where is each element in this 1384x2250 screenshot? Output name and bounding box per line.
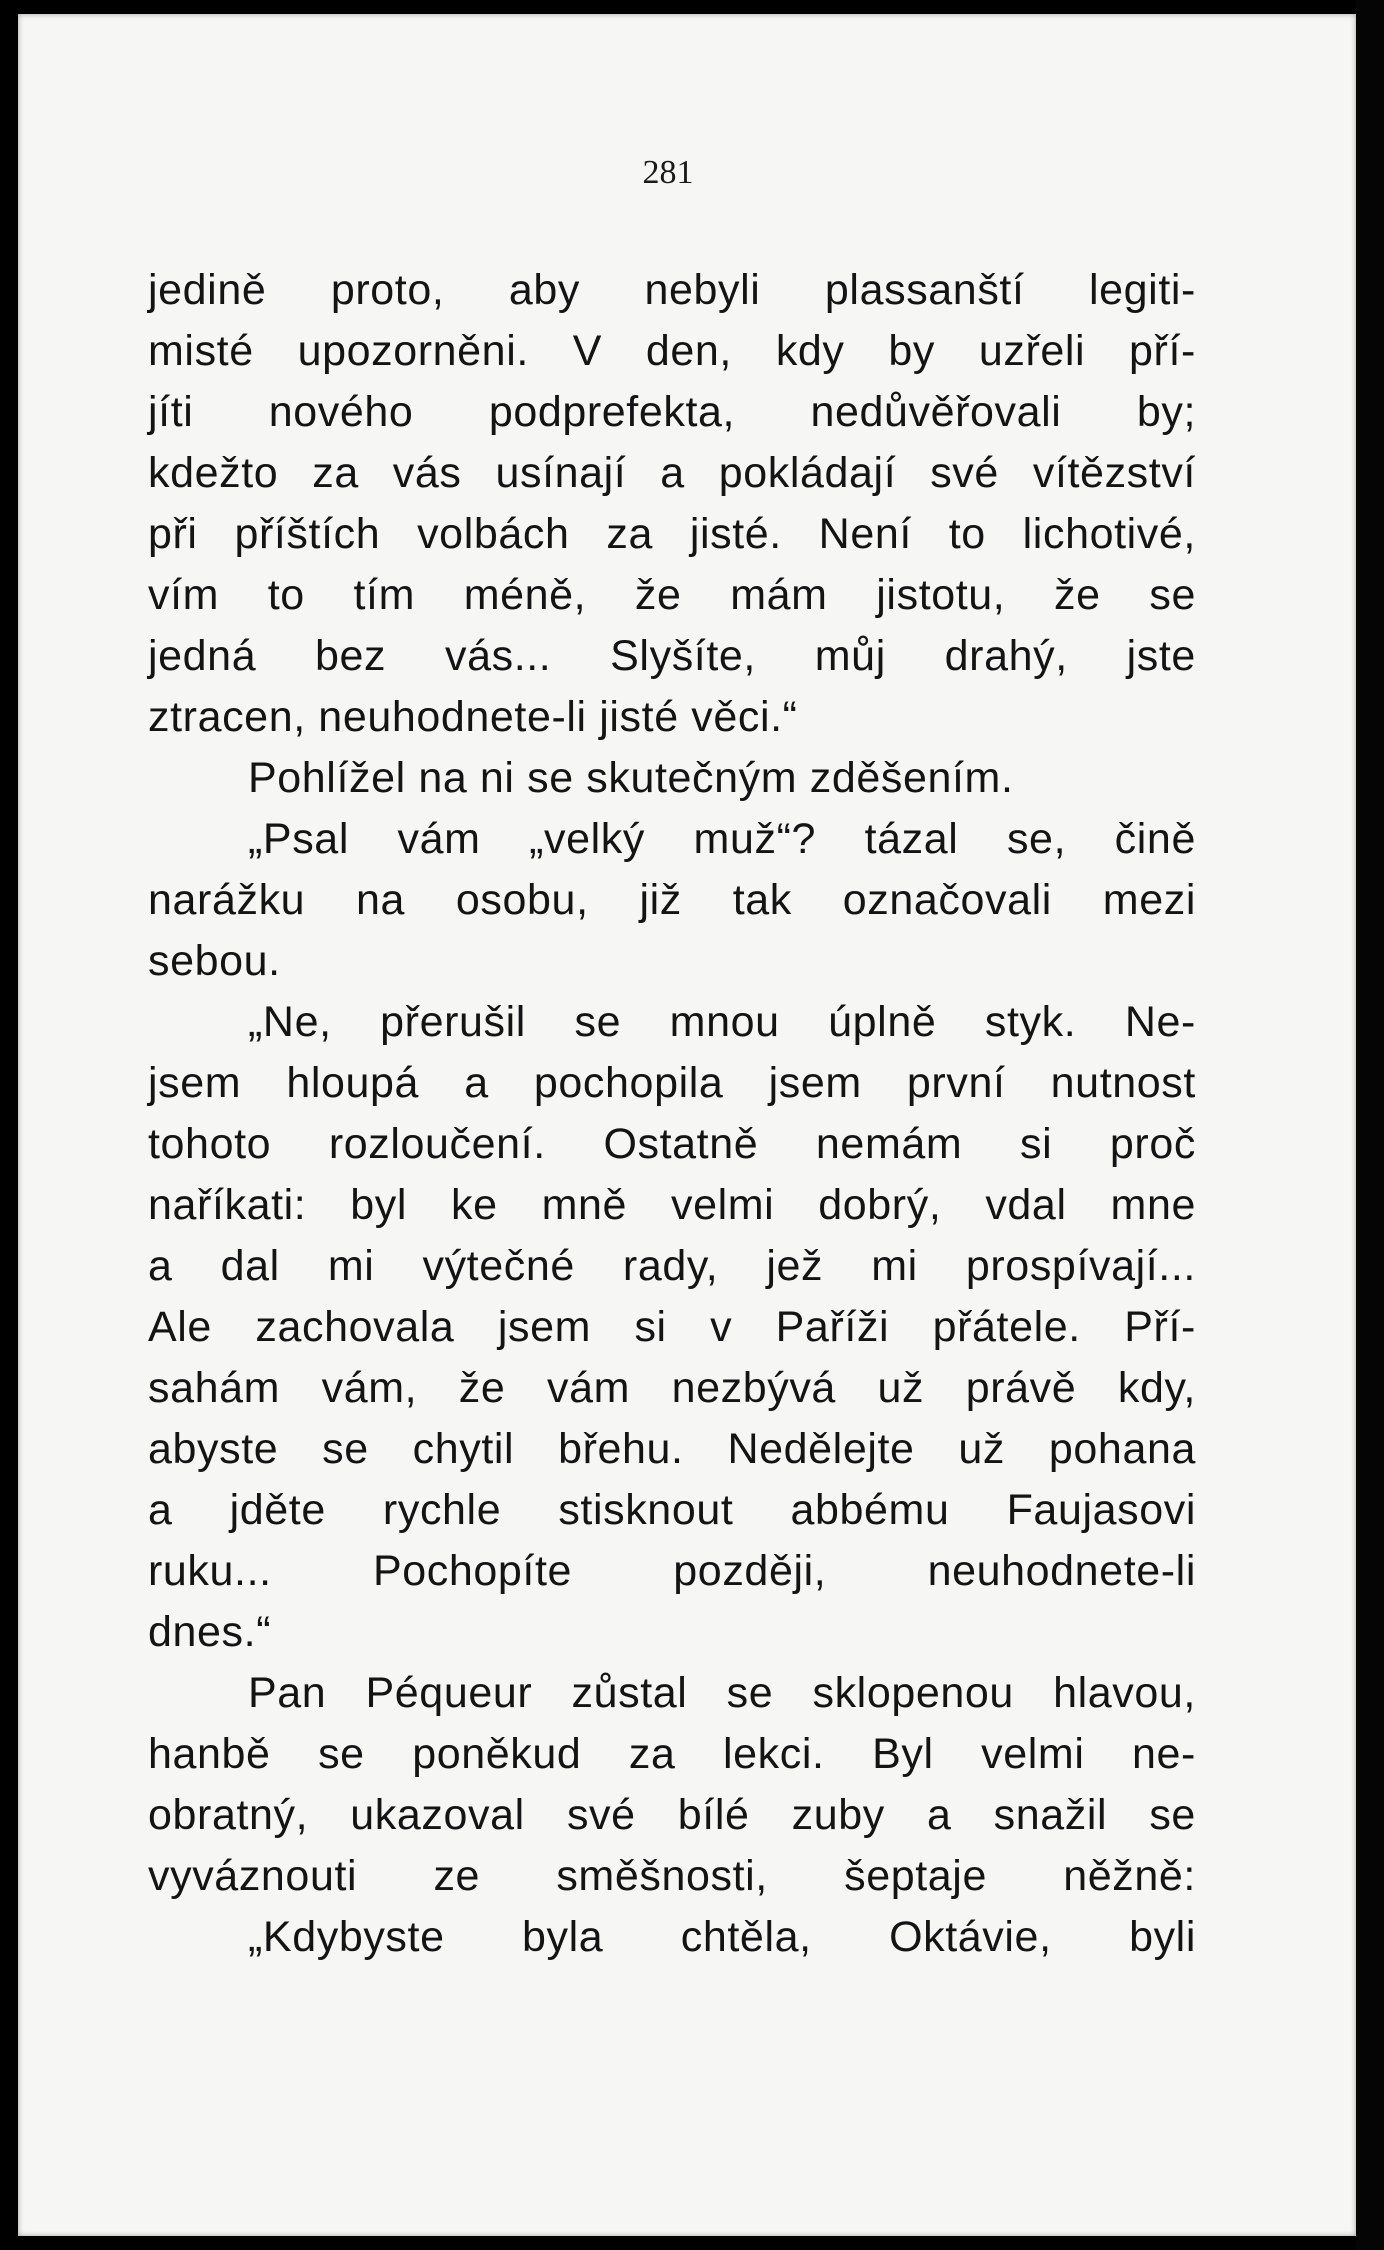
text-line: obratný, ukazoval své bílé zuby a snažil se — [148, 1791, 1196, 1839]
text-line: jíti nového podprefekta, nedůvěřovali by; — [148, 388, 1196, 436]
text-line: Ale zachovala jsem si v Paříži přátele. Pří- — [148, 1303, 1196, 1351]
text-line: a jděte rychle stisknout abbému Faujasovi — [148, 1486, 1196, 1534]
text-line: naříkati: byl ke mně velmi dobrý, vdal mne — [148, 1181, 1196, 1229]
text-line: dnes.“ — [148, 1608, 272, 1656]
text-line: jedině proto, aby nebyli plassanští legiti- — [148, 266, 1196, 314]
text-line: vím to tím méně, že mám jistotu, že se — [148, 571, 1196, 619]
text-line: „Psal vám „velký muž“? tázal se, čině — [248, 815, 1196, 863]
text-line: tohoto rozloučení. Ostatně nemám si proč — [148, 1120, 1196, 1168]
text-line: při příštích volbách za jisté. Není to lichotivé, — [148, 510, 1196, 558]
text-line: abyste se chytil břehu. Nedělejte už pohana — [148, 1425, 1196, 1473]
text-line: jsem hloupá a pochopila jsem první nutnost — [148, 1059, 1196, 1107]
text-line: a dal mi výtečné rady, jež mi prospívají... — [148, 1242, 1196, 1290]
text-line: „Kdybyste byla chtěla, Oktávie, byli — [248, 1913, 1196, 1961]
text-line: misté upozorněni. V den, kdy by uzřeli pří- — [148, 327, 1196, 375]
text-line: kdežto za vás usínají a pokládají své vítězství — [148, 449, 1196, 497]
text-line: Pohlížel na ni se skutečným zděšením. — [248, 754, 1014, 802]
text-line: vyváznouti ze směšnosti, šeptaje něžně: — [148, 1852, 1196, 1900]
book-page — [18, 14, 1356, 2236]
text-line: ztracen, neuhodnete-li jisté věci.“ — [148, 693, 798, 741]
scan-edge — [1356, 0, 1384, 2250]
text-line: jedná bez vás... Slyšíte, můj drahý, jste — [148, 632, 1196, 680]
text-line: sahám vám, že vám nezbývá už právě kdy, — [148, 1364, 1196, 1412]
text-line: hanbě se poněkud za lekci. Byl velmi ne- — [148, 1730, 1196, 1778]
text-line: sebou. — [148, 937, 281, 985]
body-text — [148, 260, 1196, 1968]
text-line: Pan Péqueur zůstal se sklopenou hlavou, — [248, 1669, 1196, 1717]
text-line: „Ne, přerušil se mnou úplně styk. Ne- — [248, 998, 1196, 1046]
page-number: 281 — [642, 154, 694, 191]
text-line: ruku... Pochopíte později, neuhodnete-li — [148, 1547, 1196, 1595]
text-line: narážku na osobu, již tak označovali mezi — [148, 876, 1196, 924]
